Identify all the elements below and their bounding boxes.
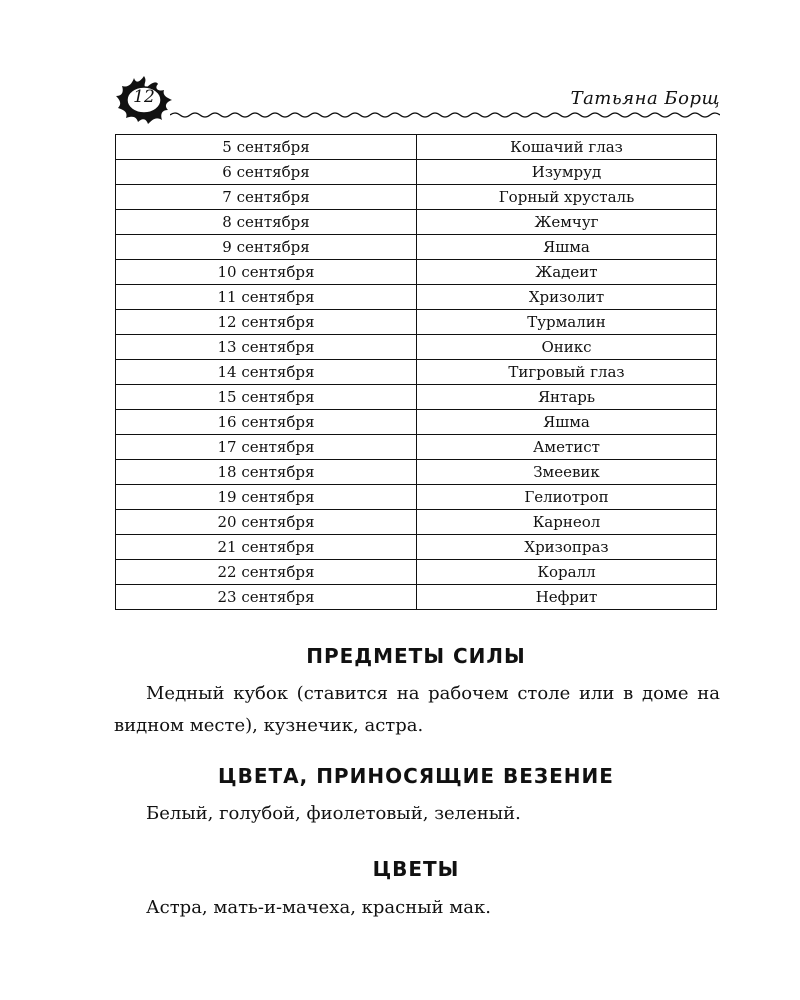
- table-row: [116, 310, 717, 335]
- date-cell: 12 сентября: [116, 310, 417, 335]
- date-cell: 23 сентября: [116, 585, 417, 610]
- date-cell: 17 сентября: [116, 435, 417, 460]
- stone-cell: Яшма: [417, 410, 717, 435]
- date-cell: 15 сентября: [116, 385, 417, 410]
- date-cell: 14 сентября: [116, 360, 417, 385]
- section-title-flowers: ЦВЕТЫ: [372, 857, 460, 881]
- running-head-author: Татьяна Борщ: [570, 88, 720, 109]
- table-row: [116, 435, 717, 460]
- section-text-flowers: Астра, мать-и-мачеха, красный мак.: [146, 897, 491, 918]
- date-cell: 13 сентября: [116, 335, 417, 360]
- table-row: [116, 260, 717, 285]
- table-row: [116, 335, 717, 360]
- stone-cell: Тигровый глаз: [417, 360, 717, 385]
- stone-cell: Нефрит: [417, 585, 717, 610]
- stone-cell: Гелиотроп: [417, 485, 717, 510]
- date-cell: 9 сентября: [116, 235, 417, 260]
- table-row: [116, 385, 717, 410]
- date-cell: 6 сентября: [116, 160, 417, 185]
- date-cell: 22 сентября: [116, 560, 417, 585]
- stone-cell: Хризопраз: [417, 535, 717, 560]
- date-cell: 10 сентября: [116, 260, 417, 285]
- stone-cell: Коралл: [417, 560, 717, 585]
- date-cell: 19 сентября: [116, 485, 417, 510]
- stone-cell: Кошачий глаз: [417, 135, 717, 160]
- table-row: [116, 585, 717, 610]
- date-cell: 11 сентября: [116, 285, 417, 310]
- page-number: 12: [133, 87, 155, 107]
- table-row: [116, 235, 717, 260]
- table-row: [116, 285, 717, 310]
- stone-cell: Жадеит: [417, 260, 717, 285]
- table-row: [116, 510, 717, 535]
- date-cell: 18 сентября: [116, 460, 417, 485]
- stone-cell: Змеевик: [417, 460, 717, 485]
- stone-cell: Изумруд: [417, 160, 717, 185]
- stone-cell: Янтарь: [417, 385, 717, 410]
- table-row: [116, 560, 717, 585]
- stone-cell: Карнеол: [417, 510, 717, 535]
- table-row: [116, 185, 717, 210]
- stone-cell: Жемчуг: [417, 210, 717, 235]
- stone-cell: Оникс: [417, 335, 717, 360]
- table-row: [116, 210, 717, 235]
- date-cell: 21 сентября: [116, 535, 417, 560]
- stone-cell: Хризолит: [417, 285, 717, 310]
- date-cell: 8 сентября: [116, 210, 417, 235]
- table-row: [116, 410, 717, 435]
- date-cell: 20 сентября: [116, 510, 417, 535]
- section-title-lucky-colors: ЦВЕТА, ПРИНОСЯЩИЕ ВЕЗЕНИЕ: [218, 764, 614, 788]
- date-cell: 7 сентября: [116, 185, 417, 210]
- table-row: [116, 535, 717, 560]
- date-cell: 5 сентября: [116, 135, 417, 160]
- date-cell: 16 сентября: [116, 410, 417, 435]
- table-row: [116, 160, 717, 185]
- stone-cell: Горный хрусталь: [417, 185, 717, 210]
- section-text-lucky-colors: Белый, голубой, фиолетовый, зеленый.: [146, 803, 521, 824]
- stone-cell: Турмалин: [417, 310, 717, 335]
- stone-cell: Яшма: [417, 235, 717, 260]
- birthstone-table: [115, 134, 717, 610]
- page-header: [112, 72, 720, 128]
- section-text-power-objects: Медный кубок (ставится на рабочем столе или в доме на видном месте), кузнечик, астра.: [114, 683, 720, 736]
- stone-cell: Аметист: [417, 435, 717, 460]
- wavy-divider: [170, 110, 720, 120]
- table-row: [116, 460, 717, 485]
- table-row: [116, 135, 717, 160]
- table-row: [116, 360, 717, 385]
- table-row: [116, 485, 717, 510]
- section-title-power-objects: ПРЕДМЕТЫ СИЛЫ: [306, 644, 526, 668]
